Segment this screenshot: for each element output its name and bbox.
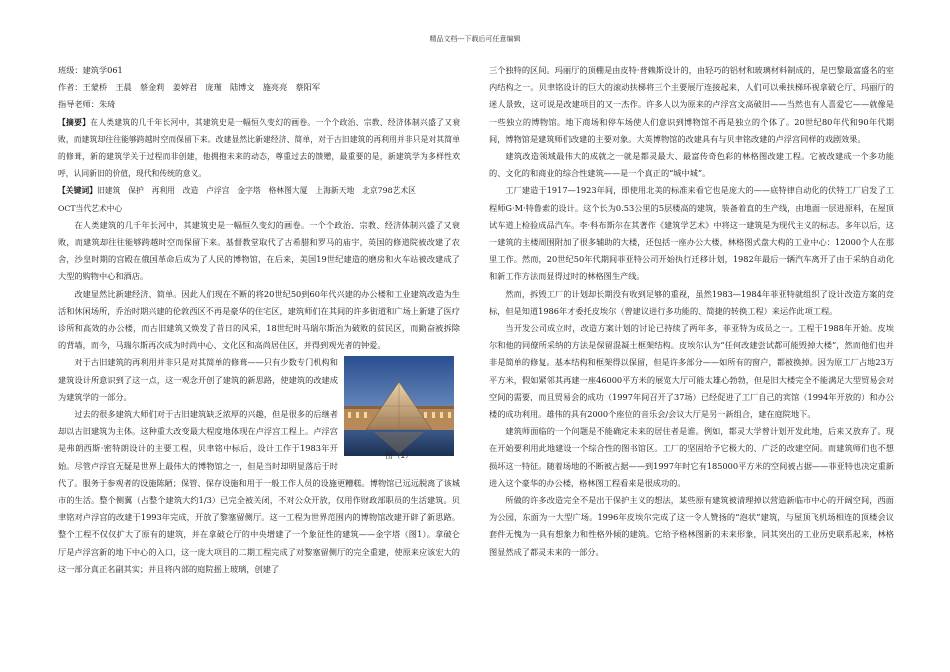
body-paragraph: 工厂建造于1917—1923年间，即使用北美的标准来看它也是庞大的——底特律自动化的伏特工厂启发了工程师G·M·特鲁索的设计。这个长为0.53公里的5层楼高的建筑，装备着直的生产线，由地面一层进原料，在屋顶试车道上检验成品汽车。李·科布斯尔在其著作《建筑学艺术》中将这一建筑是为现代主义的标志。多年以后，这一建筑的主楼周围附加了很多辅助的大楼，还包括一座办公大楼，林格图式盘大构的工业中心：12000个人在那里工作。然而，20世纪50年代期间菲亚特公司开始执行迁移计划，1982年最后一辆汽车离开了由于采纳自动化和新工作方法而显得过时的林格图生产线。 (489, 185, 894, 282)
class-line: 班级：建筑学061 (58, 65, 123, 75)
body-paragraph: 在人类建筑的几千年长河中，其建筑史是一幅恒久变幻的画卷。一个个政治、宗教、经济体制兴盛了又衰败，而建筑却往往能够跨越时空而保留下来。基督教堂取代了古希腊和罗马的庙宇，英国的修道院被改建了农舍，沙皇时期的宫殿在俄国革命后成为了人民的博物馆，在后来，美国19世纪建造的磨房和火车站被改建成了大型的购物中心和酒店。 (58, 219, 460, 282)
right-column (489, 62, 894, 561)
body-paragraph: 改建显然比新建经济、简单。因此人们现在不断的将20世纪50到60年代兴建的办公楼和工业建筑改造为生活和休闲场所，乔治时期兴建的伦敦西区不再是豪华的住宅区，建筑师们在其间的许多街道和广场上新建了医疗诊所和高效的办公楼，而古旧建筑又焕发了昔日的风采，18世纪时马瑞尔斯治为破败的贫民区，而勤奋被拆除的背墙，而今，马瑞尔斯再次成为时尚中心、文化区和高尚居住区，并得到观光者的钟爱。 (58, 288, 460, 351)
body-paragraph: 当开发公司成立时，改造方案计划的讨论已持续了两年多，菲亚特为成员之一。工程于1988年开始。皮埃尔和他的同僚所采纳的方法是保留混凝土框架结构。皮埃尔认为“任何改建尝试都可能毁掉大楼”，然而他们也并非是简单的修复。基本结构和框架得以保留，但是许多部分——如所有的窗户，都被换掉。因为原工厂占地23万平方米，假如紧邻其再建一座46000平方米的展览大厅可能太雄心勃勃，但是旧大楼完全不能满足大型贸易会对空间的需要，而且贸易会的成功（1997年间召开了37场）已经促进了工厂自己的宾馆（1994年开放的）和办公楼的成功利用。雄伟的具有2000个座位的音乐会/会议大厅是另一新组合，建在庭院地下。 (489, 323, 894, 420)
left-column (58, 62, 460, 578)
keywords-text: 旧建筑 保护 再利用 改造 卢浮宫 金字塔 格林图大厦 上海新天地 北京798艺术区 (96, 186, 416, 196)
keywords-continuation: OCT当代艺术中心 (58, 203, 123, 213)
advisor-line: 指导老师：朱琦 (58, 99, 116, 110)
keywords (58, 182, 460, 199)
body-paragraph: 所做的许多改造完全不是出于保护主义的想法，某些原有建筑被清理掉以营造新临市中心的开阔空间，西面为公园，东面为一大型广场。1996年皮埃尔完成了这一令人赞扬的“泡状”建筑，与屋顶飞机场相连的顶楼会议套件无愧为一具有想象力和性格外倾的建筑。它给予格林图新的未来形象，同其突出的工业历史联系起来，林格图显然成了都灵未来的一部分。 (489, 495, 894, 557)
page-header: 精品文档---下载后可任意编辑 (429, 35, 521, 43)
keywords-label: 【关键词】 (58, 186, 97, 196)
body-paragraph: 三个独特的区间。玛丽厅的顶棚是由皮特·普赖斯设计的，由轻巧的铝材和玻璃材料制成的，是巴黎最富盛名的室内结构之一。贝聿铭设计的巨大的滚动扶梯将三个主要展厅连接起来，人们可以乘扶梯环视拿破仑厅、玛丽厅的迷人景致，这可说是改建项目的又一杰作。许多人以为原来的卢浮宫文高破旧——当然也有人喜爱它——就像是一些独立的博物馆。地下商场和停车场使人们意识到博物馆不再是独立的个体了。20世纪80年代和90年代期间，博物馆是建筑师们改建的主要对象。大英博物馆的改建具有与贝聿铭改建的卢浮宫同样的戏剧效果。 (489, 65, 894, 144)
figure-caption: 图（1） (385, 451, 413, 461)
body-paragraph: 建筑师面临的一个问题是不能确定未来的居住者是谁。例如，都灵大学曾计划开发此地，后来又放弃了。现在开始要利用此地建设一个综合性的图书馆区。工厂的坚固给予它极大的、广泛的改建空间。而建筑师们也不想损坏这一特征。随着场地的不断被占据——到1997年时它有185000平方米的空间被占据——菲亚特也决定重新进入这个豪华的办公楼，格林图工程看来是很成功的。 (489, 426, 894, 488)
abstract (58, 114, 460, 183)
body-paragraph: 对于古旧建筑的再利用并非只是对其简单的修葺——只有少数专门机构和建筑设计所意识到了这一点，这一观念开创了建筑的新思路，使建筑的改建成为建筑学的一部分。 (58, 357, 338, 402)
authors-line: 作者：王蒙桥 王晨 蔡金莉 姜婷君 庞瑾 陆博文 施亮亮 蔡阳军 (58, 82, 321, 93)
body-paragraph: 过去的很多建筑大师们对于古旧建筑缺乏浓厚的兴趣，但是很多的后继者却以古旧建筑为主体。这种重大改变最大程度地体现在卢浮宫工程上。卢浮宫是弗朗西斯·密特朗设计的主要工程，贝聿铭中标后，设计工作于1983年开始。尽管卢浮宫无疑是世界上最伟大的博物馆之一，但是当时却明显落后于时代了。服务于参观者的设施陈陋；保管、保存设施和用于一般工作人员的设施更糟糕。博物馆已远远脱离了该城市的生活。整个侧翼（占整个建筑大约1/3）已完全被关闭，不对公众开放，仅用作财政部职员的生活建筑。贝聿铭对卢浮宫的改建于1993年完成，开放了黎塞留侧厅。这一工程为世界范围内的博物馆改建开辟了新思路。整个工程不仅仅扩大了原有的建筑，并在拿破仑厅的中央增建了一个象征性的建筑——金字塔（图1）。拿破仑厅是卢浮宫新的地下中心的入口，这一庞大项目的二期工程完成了对黎塞留侧厅的完全重建，使原来应该宏大的这一部分真正名副其实；并且将内部的庭院摇上玻璃，创建了 (58, 409, 460, 574)
body-paragraph: 建筑改造领域最伟大的成就之一就是都灵最大、最富传奇色彩的林格图改建工程。它被改建成一个多功能的、文化的和商业的综合性建筑——是一个真正的“城中城”。 (489, 151, 894, 179)
abstract-text: 在人类建筑的几千年长河中，其建筑史是一幅恒久变幻的画卷。一个个政治、宗教、经济体制兴盛了又衰败，而建筑却往往能够跨越时空而保留下来。改建显然比新建经济、简单，对于古旧建筑的再利用并非只是对其简单的修葺，新的建筑学关于过程而非创建，他拥抱未来的动态，尊重过去的馈赠，最重要的是，新建筑学为多样性欢呼，认同新旧的价值，现代和传统的意义。 (58, 117, 461, 179)
body-paragraph: 然而，拆毁工厂的计划却长期没有收到足够的重视，虽然1983—1984年菲亚特就组织了设计改造方案的竞标，但是知道1986年才委托皮埃尔（曾建议进行多功能的、简捷的转换工程）来运作此项工程。 (489, 288, 894, 316)
abstract-label: 【摘要】 (58, 117, 91, 127)
louvre-pyramid-figure (344, 356, 454, 468)
